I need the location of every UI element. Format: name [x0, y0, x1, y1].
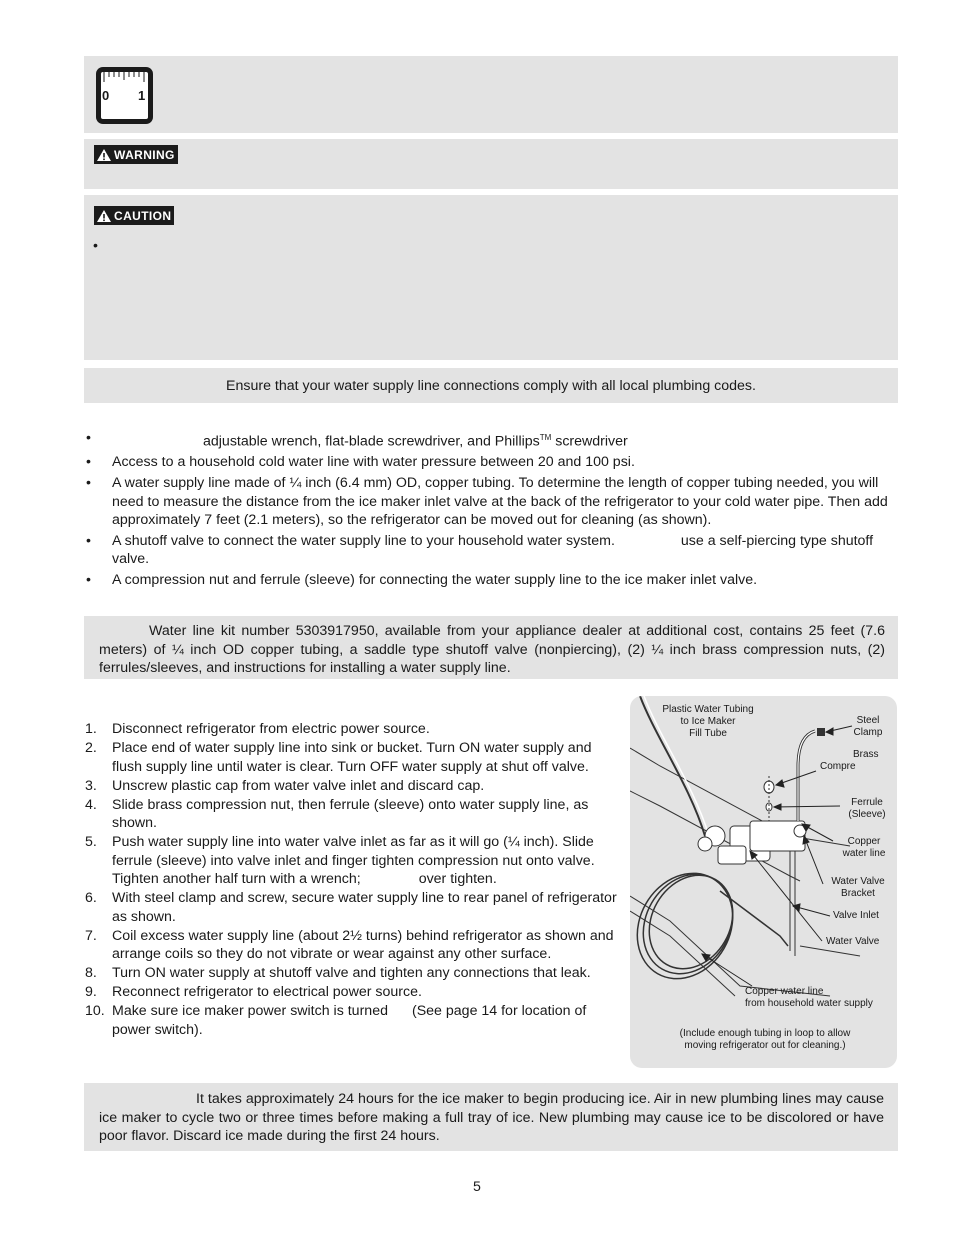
list-item: 7. Coil excess water supply line (about 2½ turns) behind refrigerator as shown and arrange coils so they do not vibrate or wear against any other surface.	[85, 927, 614, 963]
list-item: 5. Push water supply line into water valve inlet as far as it will go (¼ inch). Slide ferrule (sleeve) into valve inlet and finger tighten compression nut onto valve. Tighten another half turn with a wrench; over tighten.	[85, 834, 595, 888]
measure-header-box	[84, 56, 898, 133]
caution-label: CAUTION	[114, 208, 172, 223]
caution-triangle-icon	[96, 209, 112, 223]
list-item: • A shutoff valve to connect the water supply line to your household water system. use a self-piercing type shutoff valve.	[86, 532, 874, 568]
requirements-list	[84, 429, 900, 591]
page-number: 5	[473, 1179, 481, 1195]
ruler-one: 1	[138, 88, 146, 103]
warning-box	[84, 139, 898, 189]
list-item: 6. With steel clamp and screw, secure water supply line to rear panel of refrigerator as shown.	[85, 890, 617, 925]
label-valve-inlet: Valve Inlet	[833, 910, 879, 921]
caution-box	[84, 195, 898, 360]
list-item: 4. Slide brass compression nut, then ferrule (sleeve) onto water supply line, as shown.	[85, 796, 589, 832]
ruler-icon	[96, 67, 153, 124]
warning-badge	[94, 145, 178, 164]
plumbing-note-box	[84, 368, 898, 403]
kit-note-box	[84, 616, 898, 679]
installation-steps	[85, 720, 617, 1040]
final-note-text: It takes approximately 24 hours for the ice maker to begin producing ice. Air in new plumbing lines may cause ice maker to cycle two or three times before making a full tray of ice. New plumbing may cause ice to be discolored or have poor flavor. Discard ice made during the first 24 hours.	[99, 1091, 884, 1145]
label-steel-clamp: Steel Clamp	[853, 715, 883, 738]
plumbing-note-text: Ensure that your water supply line connections comply with all local plumbing codes.	[226, 378, 756, 394]
label-brass: Brass	[853, 749, 879, 760]
list-item: • A water supply line made of ¼ inch (6.4 mm) OD, copper tubing. To determine the length of copper tubing needed, you will need to measure the distance from the ice maker inlet valve at the back of the refrigerator to your cold water pipe. Then add approximately 7 feet (2.1 meters), so the refrigerator can be moved out for cleaning (as shown).	[86, 474, 888, 529]
list-item: 8. Turn ON water supply at shutoff valve and tighten any connections that leak.	[85, 965, 591, 982]
label-household: Copper water line from household water supply	[745, 986, 873, 1009]
label-ferrule: Ferrule (Sleeve)	[848, 797, 886, 820]
label-plastic-tubing: Plastic Water Tubing to Ice Maker Fill Tube	[662, 704, 754, 739]
warning-triangle-icon	[96, 148, 112, 162]
list-item: • Access to a household cold water line with water pressure between 20 and 100 psi.	[86, 454, 635, 471]
label-caption: (Include enough tubing in loop to allow moving refrigerator out for cleaning.)	[679, 1028, 851, 1051]
label-copper-line: Copper water line	[842, 836, 886, 859]
list-item: 3. Unscrew plastic cap from water valve inlet and discard cap.	[85, 777, 485, 794]
list-item: 10. Make sure ice maker power switch is turned (See page 14 for location of power switch).	[85, 1003, 587, 1039]
caution-bullet: •	[93, 238, 98, 254]
list-item: • A compression nut and ferrule (sleeve) for connecting the water supply line to the ice maker inlet valve.	[86, 571, 758, 588]
list-item: 9. Reconnect refrigerator to electrical power source.	[85, 984, 422, 1001]
caution-badge	[94, 206, 174, 225]
warning-label: WARNING	[114, 147, 175, 162]
label-bracket: Water Valve Bracket	[831, 876, 885, 899]
list-item: 2. Place end of water supply line into sink or bucket. Turn ON water supply and flush supply line until water is clear. Turn OFF water supply at shut off valve.	[85, 739, 592, 775]
list-item: • adjustable wrench, flat-blade screwdriver, and Phillips™ screwdriver	[86, 430, 628, 450]
kit-note-text: Water line kit number 5303917950, available from your appliance dealer at additional cost, contains 25 feet (7.6 meters) of ¼ inch OD copper tubing, a saddle type shutoff valve (nonpiercing), (2) ¼ inch brass compression nuts, (2) ferrules/sleeves, and instructions for installing a water supply line.	[99, 623, 885, 677]
label-compre: Compre	[820, 761, 856, 772]
water-line-diagram	[630, 696, 897, 1068]
label-water-valve: Water Valve	[826, 936, 880, 947]
ruler-zero: 0	[102, 88, 110, 103]
final-note-box	[84, 1083, 898, 1151]
list-item: 1. Disconnect refrigerator from electric power source.	[85, 721, 430, 737]
